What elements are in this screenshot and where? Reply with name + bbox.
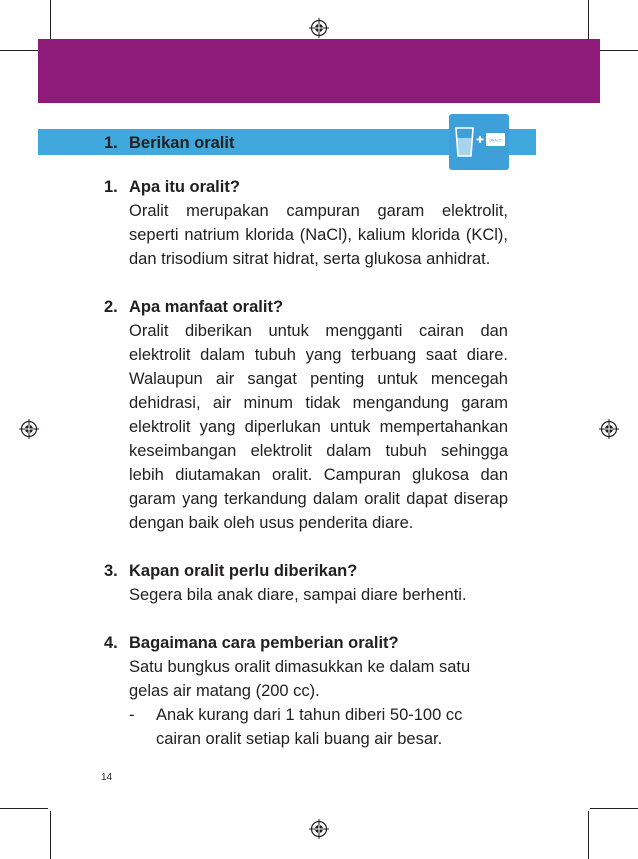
registration-mark-icon (309, 18, 329, 38)
registration-mark-icon (599, 419, 619, 439)
page-number: 14 (101, 772, 113, 783)
header-banner (38, 39, 600, 103)
list-item (104, 175, 508, 271)
sub-item-text: Anak kurang dari 1 tahun diberi 50-100 cc cairan oralit setiap kali buang air besar. (156, 706, 463, 748)
content-list (104, 175, 508, 775)
item-answer: Satu bungkus oralit dimasukkan ke dalam satu gelas air matang (200 cc). (129, 658, 471, 700)
list-item (104, 559, 508, 607)
item-answer: Segera bila anak diare, sampai diare berhenti. (129, 586, 467, 604)
crop-mark (50, 811, 51, 859)
item-number: 2. (104, 298, 118, 316)
crop-mark (0, 808, 48, 809)
list-item (104, 295, 508, 535)
list-item (104, 631, 508, 751)
crop-mark (590, 808, 638, 809)
item-number: 3. (104, 562, 118, 580)
item-question: Apa itu oralit? (129, 178, 240, 196)
section-title (104, 133, 234, 153)
oralit-packet-label: ORALIT (489, 138, 502, 143)
glass-plus-oralit-icon (449, 114, 509, 170)
item-answer: Oralit diberikan untuk mengganti cairan dan elektrolit dalam tubuh yang terbuang saat diare. Walaupun air sangat penting untuk mencegah dehidrasi, air minum tidak mengandung garam elektrolit yang diperlukan untuk mempertahankan keseimbangan elektrolit dalam tubuh sehingga lebih diutamakan oralit. Campuran glukosa dan garam yang terkandung dalam oralit dapat diserap dengan baik oleh usus penderita diare. (129, 322, 508, 532)
item-question: Bagaimana cara pemberian oralit? (129, 634, 399, 652)
bullet-dash: - (129, 706, 135, 724)
registration-mark-icon (309, 819, 329, 839)
item-number: 4. (104, 634, 118, 652)
item-question: Kapan oralit perlu diberikan? (129, 562, 358, 580)
crop-mark (588, 811, 589, 859)
item-question: Apa manfaat oralit? (129, 298, 284, 316)
section-title-text: Berikan oralit (129, 134, 235, 152)
section-number: 1. (104, 134, 118, 152)
item-answer: Oralit merupakan campuran garam elektrolit, seperti natrium klorida (NaCl), kalium klorida (KCl), dan trisodium sitrat hidrat, serta glukosa anhidrat. (129, 202, 508, 268)
registration-mark-icon (19, 419, 39, 439)
sub-list-item (129, 703, 508, 751)
item-number: 1. (104, 178, 118, 196)
